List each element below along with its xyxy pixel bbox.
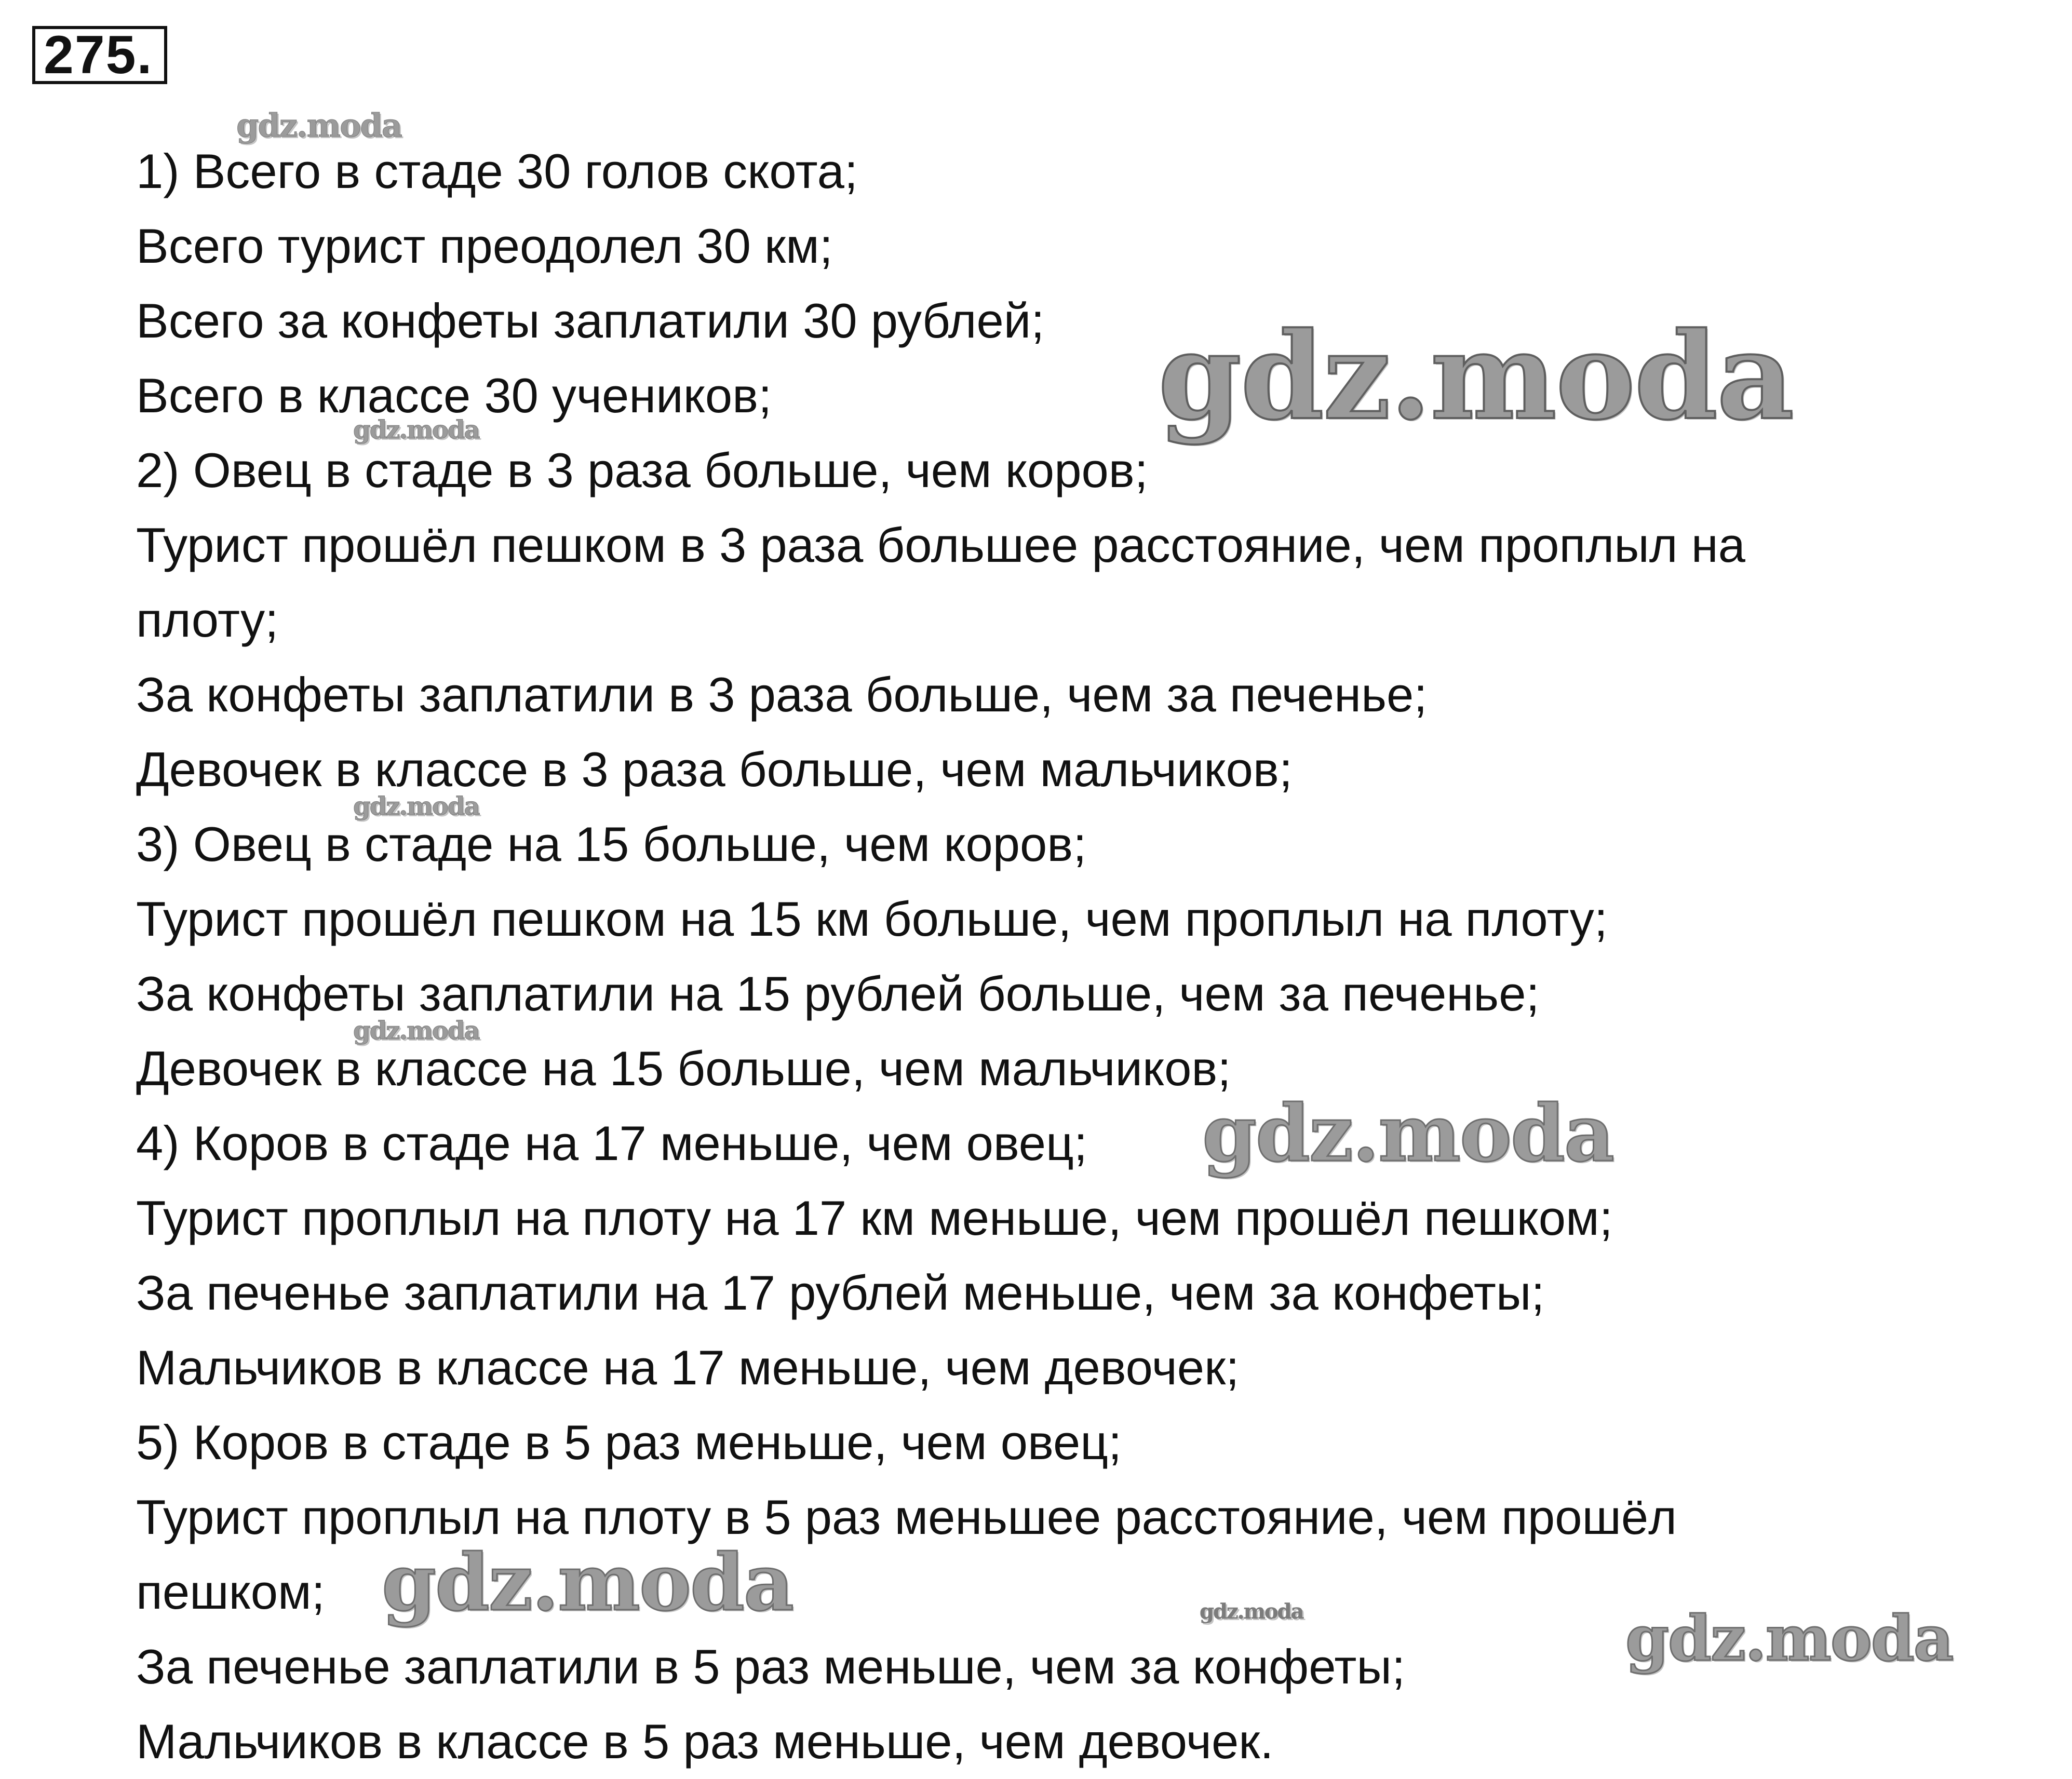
answer-line: Турист прошёл пешком на 15 км больше, чем проплыл на плоту; — [136, 892, 1608, 946]
answer-line: 1) Всего в стаде 30 голов скота; — [136, 144, 858, 198]
answer-line: Девочек в классе в 3 раза больше, чем мальчиков; — [136, 742, 1293, 797]
answer-line: 3) Овец в стаде на 15 больше, чем коров; — [136, 817, 1087, 871]
answer-line: За печенье заплатили в 5 раз меньше, чем за конфеты; — [136, 1639, 1406, 1694]
answer-line: плоту; — [136, 592, 279, 647]
task-number: 275. — [32, 26, 167, 84]
answer-line: За печенье заплатили на 17 рублей меньше, чем за конфеты; — [136, 1265, 1545, 1320]
answer-line: 5) Коров в стаде в 5 раз меньше, чем овец; — [136, 1415, 1122, 1470]
answer-line: Турист прошёл пешком в 3 раза большее расстояние, чем проплыл на — [136, 518, 1745, 572]
watermark: gdz.moda — [382, 1537, 793, 1628]
answer-line: Турист проплыл на плоту в 5 раз меньшее расстояние, чем прошёл — [136, 1490, 1677, 1544]
answer-line: Всего турист преодолел 30 км; — [136, 219, 833, 273]
watermark: gdz.moda — [353, 792, 479, 821]
watermark: gdz.moda — [236, 106, 401, 144]
answer-line: Девочек в классе на 15 больше, чем мальчиков; — [136, 1041, 1231, 1096]
answer-line: Всего за конфеты заплатили 30 рублей; — [136, 293, 1045, 348]
answer-line: 4) Коров в стаде на 17 меньше, чем овец; — [136, 1116, 1087, 1170]
answer-line: Всего в классе 30 учеников; — [136, 368, 772, 423]
answer-line: Турист проплыл на плоту на 17 км меньше, чем прошёл пешком; — [136, 1191, 1613, 1245]
watermark: gdz.moda — [1625, 1602, 1953, 1675]
answer-line: Мальчиков в классе в 5 раз меньше, чем девочек. — [136, 1714, 1274, 1769]
watermark: gdz.moda — [353, 1016, 479, 1045]
answer-line: За конфеты заплатили в 3 раза больше, чем за печенье; — [136, 667, 1428, 722]
answer-line: За конфеты заплатили на 15 рублей больше, чем за печенье; — [136, 966, 1540, 1021]
answer-line: Мальчиков в классе на 17 меньше, чем девочек; — [136, 1340, 1240, 1395]
watermark: gdz.moda — [1200, 1599, 1303, 1624]
answer-line: пешком; — [136, 1565, 325, 1619]
watermark: gdz.moda — [353, 415, 479, 444]
watermark: gdz.moda — [1158, 306, 1793, 447]
answer-line: 2) Овец в стаде в 3 раза больше, чем коров; — [136, 443, 1148, 497]
watermark: gdz.moda — [1202, 1088, 1614, 1179]
